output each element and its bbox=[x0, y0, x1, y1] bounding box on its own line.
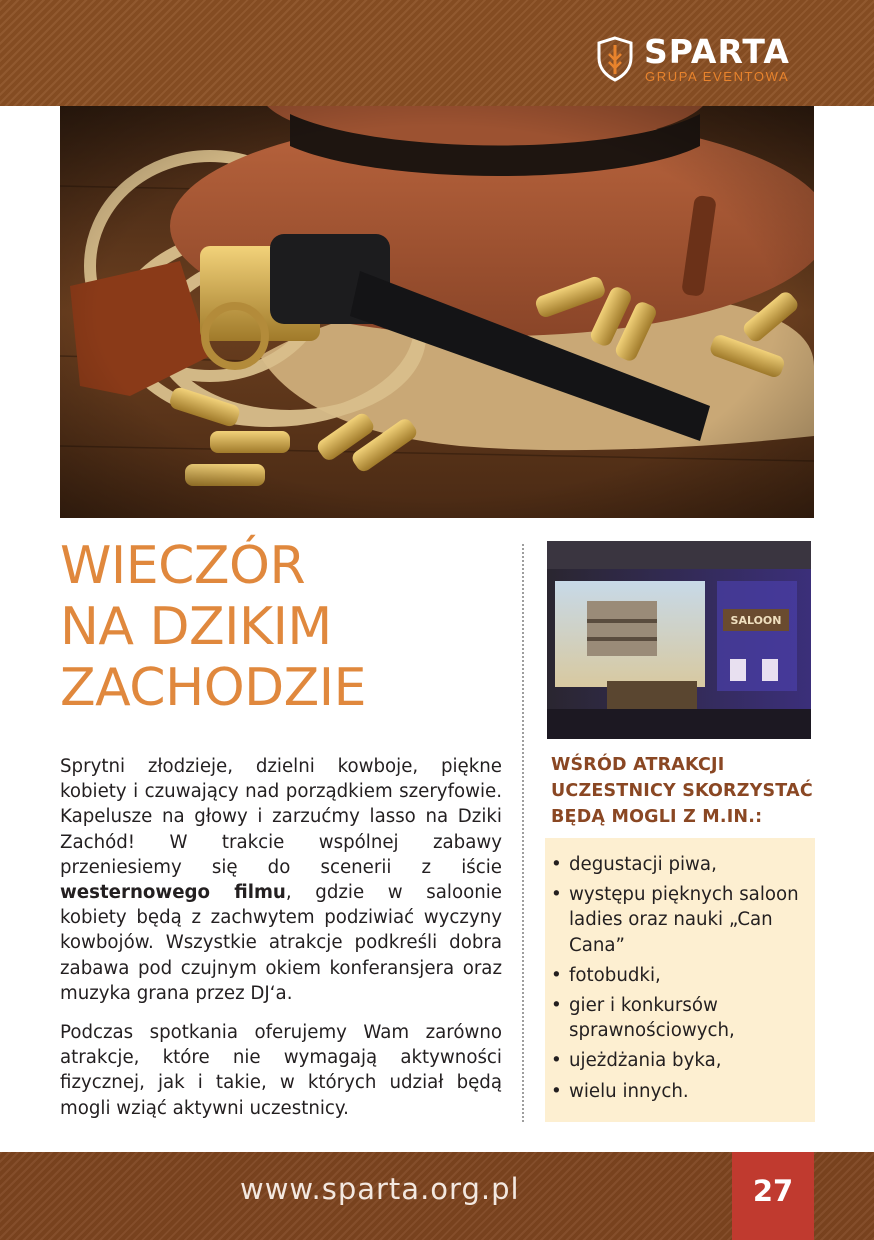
page-number-box bbox=[732, 1152, 814, 1240]
attractions-list bbox=[545, 838, 815, 1104]
bullet-icon: • bbox=[551, 1080, 562, 1102]
title-line-3: ZACHODZIE bbox=[60, 658, 366, 718]
article-title bbox=[60, 536, 500, 719]
attractions-box bbox=[545, 838, 815, 1122]
logo-subtitle: GRUPA EVENTOWA bbox=[645, 69, 790, 84]
bullet-icon: • bbox=[551, 884, 562, 906]
logo-brand: SPARTA bbox=[644, 32, 790, 71]
page-number: 27 bbox=[752, 1174, 794, 1208]
website-link[interactable]: www.sparta.org.pl bbox=[240, 1172, 520, 1206]
paragraph-1: Sprytni złodzieje, dzielni kowboje, piękne kobiety i czuwający nad porządkiem szeryfowie. Kapelusze na głowy i zarzućmy lasso na Dziki Zachód! W trakcie wspólnej zabawy przeniesiemy się do scenerii z iście westernowego filmu, gdzie w saloonie kobiety będą z zachwytem podziwiać wyczyny kowbojów. Wszystkie atrakcje podkreśli dobra zabawa pod czujnym okiem konferansjera oraz muzyka grana przez DJ‘a. bbox=[60, 756, 502, 1004]
saloon-photo bbox=[547, 541, 811, 739]
paragraph-2: Podczas spotkania oferujemy Wam zarówno atrakcje, które nie wymagają aktywności fizycznej, jak i takie, w których udział będą mogli wziąć aktywni uczestnicy. bbox=[60, 1022, 502, 1119]
shield-icon bbox=[596, 36, 634, 82]
list-item: • degustacji piwa, bbox=[545, 852, 815, 877]
list-item: • ujeżdżania byka, bbox=[545, 1048, 815, 1073]
title-line-1: WIECZÓR bbox=[60, 536, 306, 596]
bullet-icon: • bbox=[551, 964, 562, 986]
attractions-heading: WŚRÓD ATRAKCJI UCZESTNICY SKORZYSTAĆ BĘDĄ MOGLI Z M.IN.: bbox=[551, 755, 813, 827]
list-item: • występu pięknych saloon ladies oraz nauki „Can Cana” bbox=[551, 884, 799, 956]
bullet-icon: • bbox=[551, 995, 562, 1017]
sparta-logo bbox=[596, 34, 816, 88]
article-body bbox=[60, 754, 502, 1135]
bold-phrase: westernowego filmu bbox=[60, 882, 286, 904]
title-line-2: NA DZIKIM bbox=[60, 597, 332, 657]
bullet-icon: • bbox=[551, 854, 562, 875]
column-divider bbox=[522, 544, 524, 1122]
list-item: • wielu innych. bbox=[545, 1079, 815, 1104]
hero-image bbox=[60, 106, 814, 518]
saloon-sign: SALOON bbox=[730, 614, 782, 627]
bullet-icon: • bbox=[551, 1050, 562, 1072]
list-item: • gier i konkursów sprawnościowych, bbox=[551, 995, 735, 1042]
list-item: • fotobudki, bbox=[545, 963, 815, 988]
